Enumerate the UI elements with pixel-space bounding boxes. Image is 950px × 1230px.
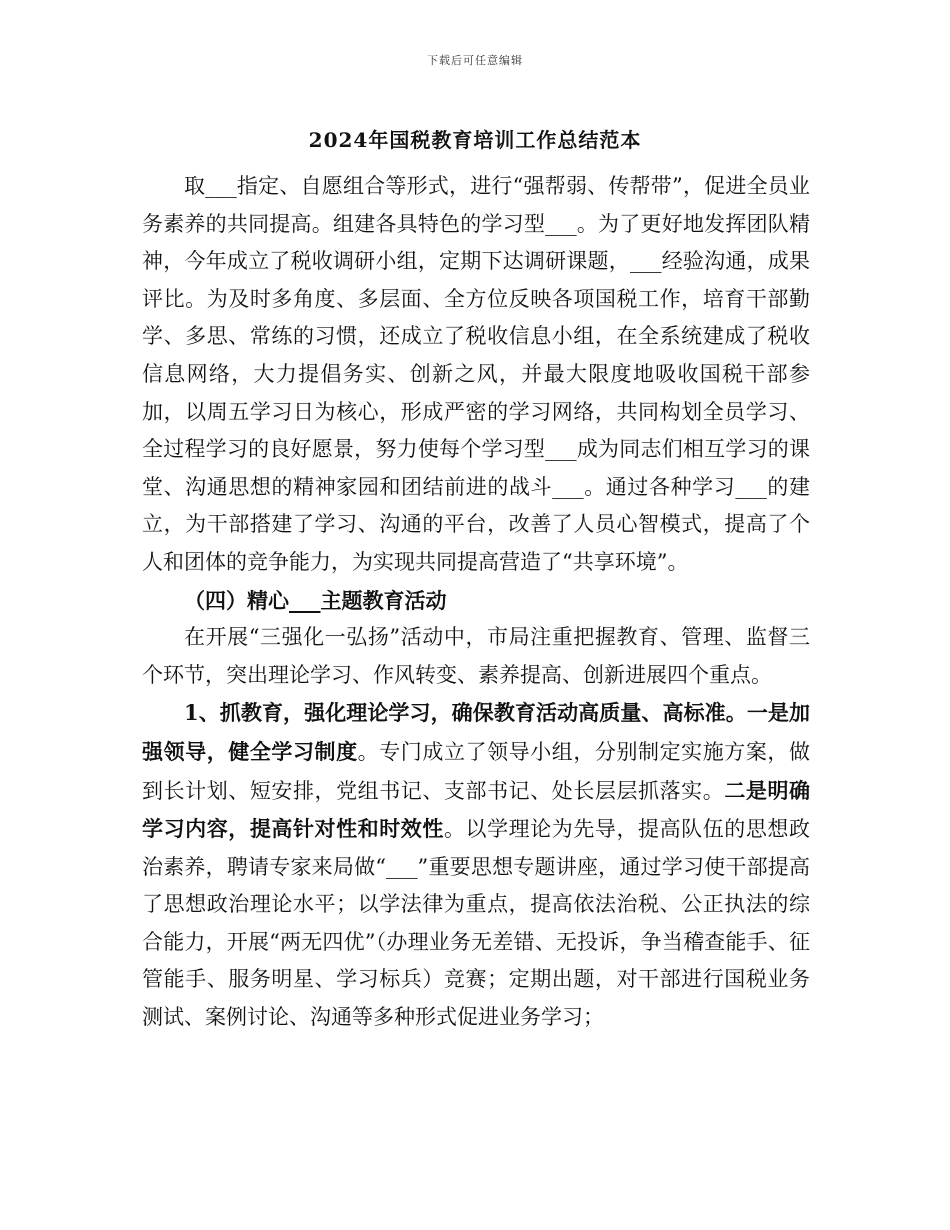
document-title: 2024年国税教育培训工作总结范本: [308, 128, 642, 152]
bold-phrase-2: 二是明确学习内容，提高针对性和时效性: [142, 777, 811, 842]
paragraph-education: [142, 694, 810, 1036]
bold-phrase-1: 1、抓教育，强化理论学习，确保教育活动高质量、高标准。一是加强领导，健全学习制度: [142, 700, 810, 764]
section-heading-4: （四）精心___主题教育活动: [184, 587, 447, 613]
document-body: [142, 168, 810, 1037]
normal-phrase-2: 。以学理论为先导，提高队伍的思想政治素养，聘请专家来局做“___”重要思想专题讲座，通过学习使干部提高了思想政治理论水平；以学法律为重点，提高依法治税、公正执法的综合能力，开展“两无四优”（办理业务无差错、无投诉，争当稽查能手、征管能手、服务明星、学习标兵）竞赛；定期出题，对干部进行国税业务测试、案例讨论、沟通等多种形式促进业务学习；: [142, 817, 811, 1030]
paragraph-activity-intro: 在开展“三强化一弘扬”活动中，市局注重把握教育、管理、监督三个环节，突出理论学习、作风转变、素养提高、创新进展四个重点。: [142, 625, 810, 687]
paragraph-study-groups: 取___指定、自愿组合等形式，进行“强帮弱、传帮带”，促进全员业务素养的共同提高。组建各具特色的学习型___。为了更好地发挥团队精神，今年成立了税收调研小组，定期下达调研课题，___经验沟通，成果评比。为及时多角度、多层面、全方位反映各项国税工作，培育干部勤学、多思、常练的习惯，还成立了税收信息小组，在全系统建成了税收信息网络，大力提倡务实、创新之风，并最大限度地吸收国税干部参加，以周五学习日为核心，形成严密的学习网络，共同构划全员学习、全过程学习的良好愿景，努力使每个学习型___成为同志们相互学习的课堂、沟通思想的精神家园和团结前进的战斗___。通过各种学习___的建立，为干部搭建了学习、沟通的平台，改善了人员心智模式，提高了个人和团体的竞争能力，为实现共同提高营造了“共享环境”。: [142, 174, 810, 574]
header-note: 下载后可任意编辑: [427, 54, 523, 67]
normal-phrase-1: 。专门成立了领导小组，分别制定实施方案，做到长计划、短安排，党组书记、支部书记、处长层层抓落实。: [142, 739, 811, 803]
